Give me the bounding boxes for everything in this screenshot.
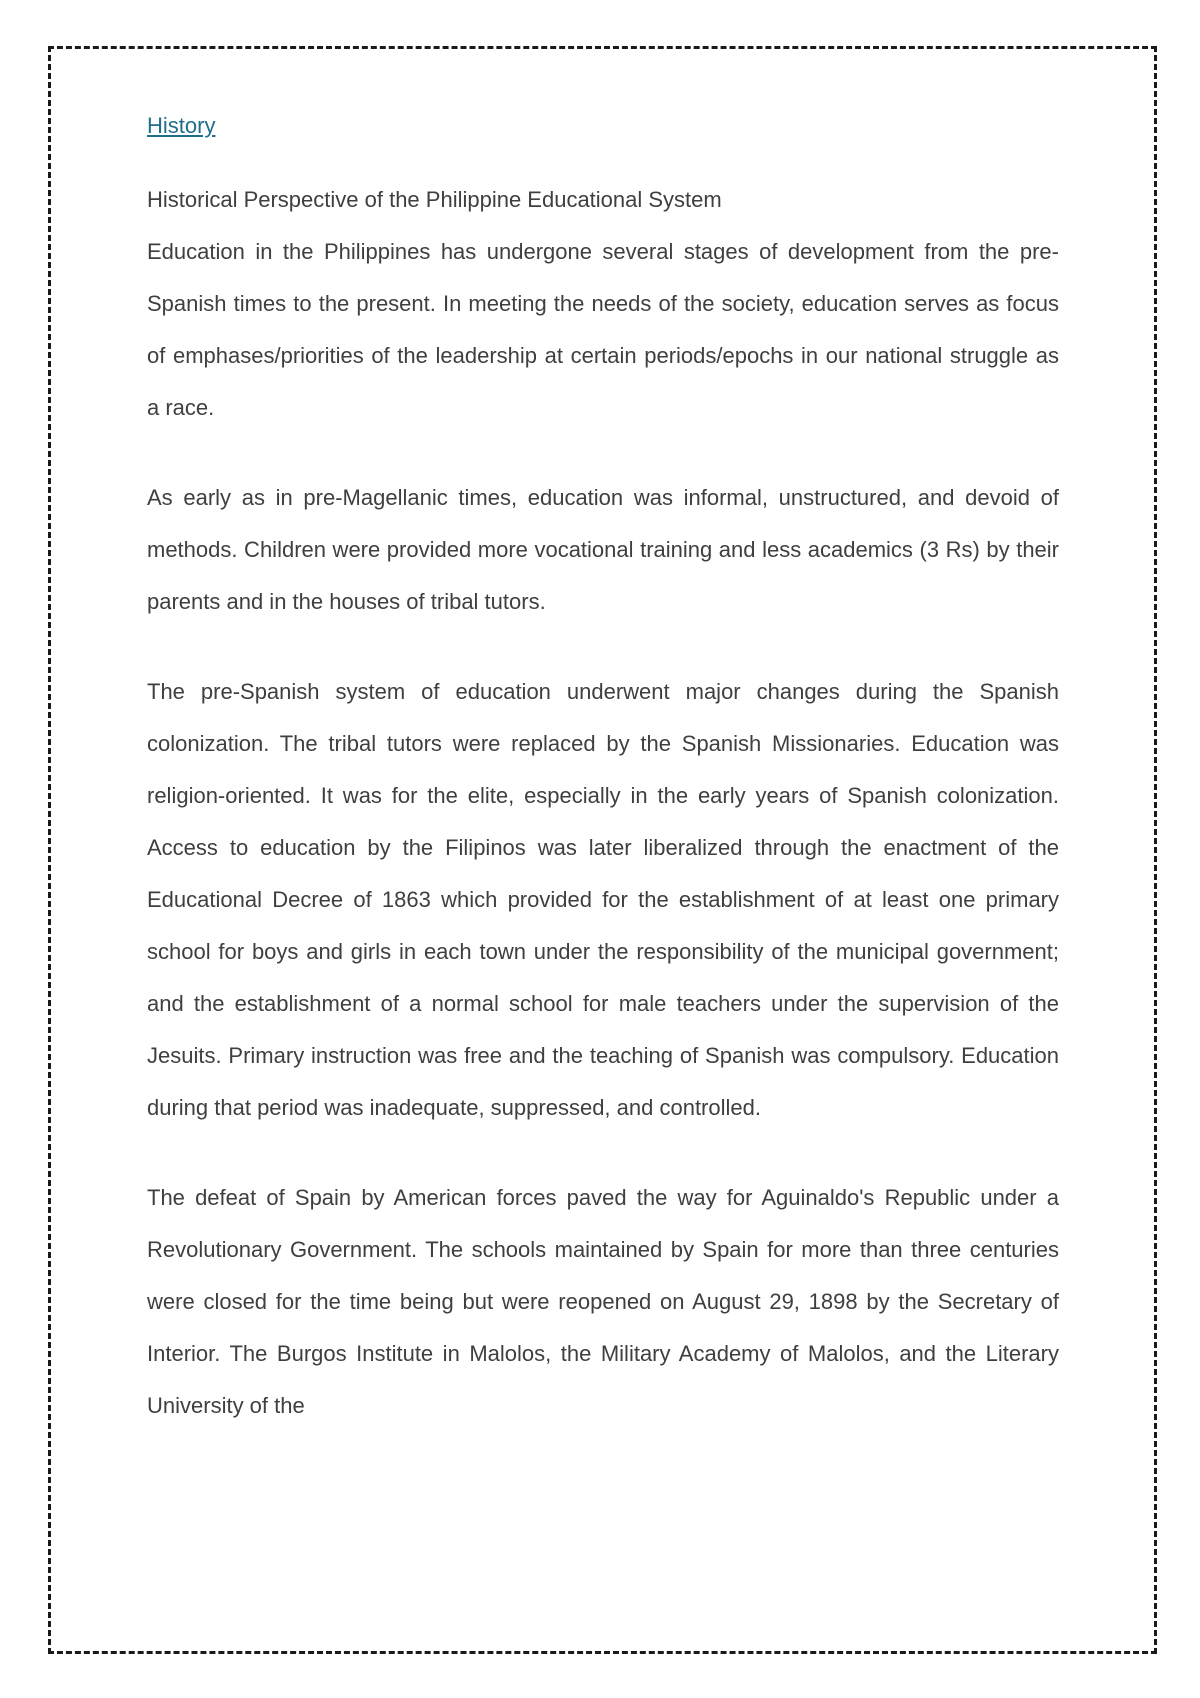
- paragraph-2: As early as in pre-Magellanic times, education was informal, unstructured, and devoid of methods. Children were provided more vocational training and less academics (3 Rs) by their parents and in the houses of tribal tutors.: [147, 485, 1059, 614]
- paragraph-4: The defeat of Spain by American forces paved the way for Aguinaldo's Republic under a Revolutionary Government. The schools maintained by Spain for more than three centuries were closed for the time being but were reopened on August 29, 1898 by the Secretary of Interior. The Burgos Institute in Malolos, the Military Academy of Malolos, and the Literary University of the: [147, 1185, 1059, 1418]
- document-subtitle: Historical Perspective of the Philippine Educational System: [147, 187, 722, 212]
- history-link[interactable]: History: [147, 113, 216, 138]
- paragraph-3: The pre-Spanish system of education underwent major changes during the Spanish colonization. The tribal tutors were replaced by the Spanish Missionaries. Education was religion-oriented. It was for the elite, especially in the early years of Spanish colonization. Access to education by the Filipinos was later liberalized through the enactment of the Educational Decree of 1863 which provided for the establishment of at least one primary school for boys and girls in each town under the responsibility of the municipal government; and the establishment of a normal school for male teachers under the supervision of the Jesuits. Primary instruction was free and the teaching of Spanish was compulsory. Education during that period was inadequate, suppressed, and controlled.: [147, 679, 1059, 1120]
- document-body: [147, 104, 1059, 1432]
- paragraph-1: Education in the Philippines has undergone several stages of development from the pre-Spanish times to the present. In meeting the needs of the society, education serves as focus of emphases/priorities of the leadership at certain periods/epochs in our national struggle as a race.: [147, 239, 1059, 420]
